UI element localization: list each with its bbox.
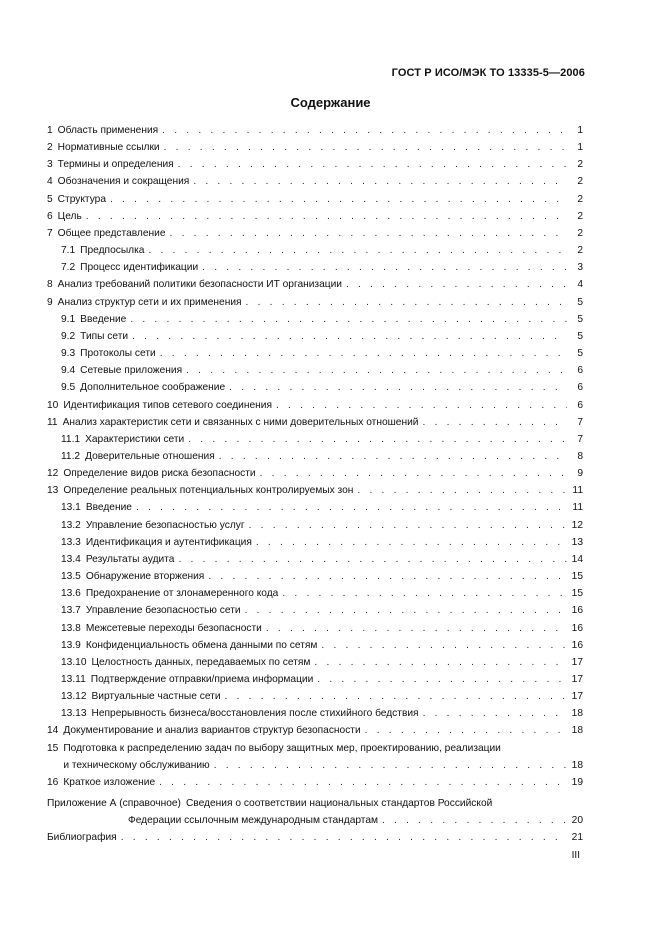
toc-appendix-continued[interactable] [47, 812, 583, 829]
toc-label: Определение реальных потенциальных контролируемых зон [63, 485, 354, 497]
toc-subentry[interactable] [47, 568, 583, 585]
toc-label: Идентификация типов сетевого соединения [63, 399, 272, 411]
leader-dots [317, 671, 567, 688]
toc-page: 9 [577, 468, 583, 480]
toc-number: 13.3 [61, 536, 81, 548]
toc-entry[interactable] [47, 225, 583, 242]
toc-label: Предохранение от злонамеренного кода [85, 588, 279, 600]
toc-subentry[interactable] [47, 499, 583, 516]
leader-dots [132, 328, 567, 345]
toc-appendix[interactable] [47, 795, 583, 812]
toc-label: Типы сети [80, 330, 129, 342]
toc-page: 16 [571, 605, 583, 617]
toc-label: Протоколы сети [80, 348, 156, 360]
toc-subentry[interactable] [47, 705, 583, 722]
toc-number: 9.1 [61, 313, 76, 325]
toc-number: 5 [47, 193, 53, 205]
toc-page: 2 [577, 193, 583, 205]
toc-number: 7.1 [61, 245, 76, 257]
toc-subentry[interactable] [47, 551, 583, 568]
toc-number: 2 [47, 142, 53, 154]
toc-number: 4 [47, 176, 53, 188]
leader-dots [256, 534, 567, 551]
toc-page: 17 [571, 691, 583, 703]
leader-dots [148, 242, 567, 259]
leader-dots [202, 259, 567, 276]
toc-number: 13.9 [61, 639, 81, 651]
toc-page: 4 [577, 279, 583, 291]
toc-page: 1 [577, 142, 583, 154]
toc-subentry[interactable] [47, 311, 583, 328]
toc-entry[interactable] [47, 208, 583, 225]
toc-subentry[interactable] [47, 259, 583, 276]
leader-dots [266, 620, 567, 637]
toc-label: Документирование и анализ вариантов структур безопасности [63, 725, 361, 737]
leader-dots [159, 774, 567, 791]
toc-page: 18 [571, 725, 583, 737]
leader-dots [86, 208, 567, 225]
toc-page: 15 [571, 588, 583, 600]
leader-dots [160, 345, 567, 362]
leader-dots [245, 602, 567, 619]
toc-label: Дополнительное соображение [80, 382, 226, 394]
toc-label: Подтверждение отправки/приема информации [90, 674, 314, 685]
toc-label: Межсетевые переходы безопасности [85, 622, 262, 634]
toc-subentry[interactable] [47, 602, 583, 619]
toc-page: 7 [577, 416, 583, 428]
toc-subentry[interactable] [47, 362, 583, 379]
toc-number: 8 [47, 279, 53, 291]
toc-label: Идентификация и аутентификация [85, 536, 252, 548]
toc-page: 6 [577, 382, 583, 394]
toc-page: 14 [571, 553, 583, 565]
toc-subentry[interactable] [47, 534, 583, 551]
toc-number: 11.2 [61, 450, 81, 462]
toc-subentry[interactable] [47, 585, 583, 602]
toc-number: 13.11 [61, 674, 86, 685]
leader-dots [357, 482, 567, 499]
toc-entry[interactable] [47, 122, 583, 139]
toc-page: 8 [577, 450, 583, 462]
toc-subentry[interactable] [47, 517, 583, 534]
toc-number: 13.8 [61, 622, 81, 634]
toc-number: 12 [47, 468, 59, 480]
toc-page: 3 [577, 262, 583, 274]
toc-label: Процесс идентификации [80, 262, 199, 274]
toc-number: 13.6 [61, 588, 81, 600]
toc-page: 2 [577, 227, 583, 239]
toc-label: Целостность данных, передаваемых по сетям [91, 656, 311, 668]
toc-number: 13.10 [61, 656, 87, 668]
page-number: III [571, 850, 580, 861]
toc-label: Обнаружение вторжения [85, 571, 205, 583]
toc-entry[interactable] [47, 740, 583, 774]
leader-dots [214, 757, 567, 774]
toc-label: Общее представление [57, 227, 166, 239]
toc-page: 11 [572, 485, 583, 497]
toc-entry[interactable] [47, 139, 583, 156]
toc-number: 13.13 [61, 708, 87, 720]
toc-label: Доверительные отношения [85, 450, 215, 462]
leader-dots [314, 654, 567, 671]
toc-page: 6 [577, 399, 583, 411]
toc-bibliography[interactable] [47, 829, 583, 846]
toc-number: 7.2 [61, 262, 76, 274]
toc-page: 2 [577, 210, 583, 222]
leader-dots [188, 431, 567, 448]
toc-page: 2 [577, 245, 583, 257]
leader-dots [186, 362, 567, 379]
toc-label: Анализ структур сети и их применения [57, 296, 242, 308]
toc-label: Введение [80, 313, 127, 325]
toc-number: 10 [47, 399, 59, 411]
leader-dots [346, 276, 567, 293]
leader-dots [178, 551, 567, 568]
toc-page: 17 [571, 656, 583, 668]
leader-dots [276, 397, 567, 414]
toc-entry[interactable] [47, 397, 583, 414]
toc-label: Термины и определения [57, 159, 174, 171]
toc-label: Определение видов риска безопасности [63, 468, 256, 480]
toc-label: Сетевые приложения [80, 365, 183, 377]
toc-page: 18 [571, 759, 583, 771]
toc-subentry[interactable] [47, 620, 583, 637]
toc-entry[interactable] [47, 156, 583, 173]
toc-label: Анализ требований политики безопасности ИТ организации [57, 279, 342, 291]
toc-label: Краткое изложение [63, 776, 156, 788]
toc-entry[interactable] [47, 294, 583, 311]
toc-label: Обозначения и сокращения [57, 176, 190, 188]
toc-entry[interactable] [47, 465, 583, 482]
toc-subentry[interactable] [47, 431, 583, 448]
toc-entry[interactable] [47, 191, 583, 208]
toc-label: Управление безопасностью сети [85, 605, 241, 617]
leader-dots [136, 499, 567, 516]
toc-entry[interactable] [47, 482, 583, 499]
toc-page: 2 [577, 159, 583, 171]
toc-page: 1 [577, 125, 583, 136]
toc-number: 13.7 [61, 605, 81, 617]
appendix-prefix: Приложение А (справочное) [47, 798, 181, 810]
toc-page: 12 [571, 519, 583, 531]
toc-label-continued: Федерации ссылочным международным стандартам [128, 815, 379, 827]
toc-label: Цель [57, 210, 82, 222]
leader-dots [130, 311, 567, 328]
toc-number: 9.3 [61, 348, 76, 360]
toc-label: Непрерывность бизнеса/восстановления после стихийного бедствия [91, 708, 419, 720]
toc-number: 9 [47, 296, 53, 308]
toc-number: 14 [47, 725, 59, 737]
toc-label: Анализ характеристик сети и связанных с ними доверительных отношений [62, 416, 419, 428]
toc-label: Результаты аудита [85, 553, 175, 565]
toc-number: 16 [47, 776, 59, 788]
toc-number: 1 [47, 125, 53, 136]
toc-page: 18 [571, 708, 583, 720]
toc-page: 5 [577, 348, 583, 360]
toc-subentry[interactable] [47, 688, 583, 705]
toc-number: 9.5 [61, 382, 76, 394]
leader-dots [365, 722, 567, 739]
toc-subentry[interactable] [47, 379, 583, 396]
leader-dots [193, 173, 567, 190]
toc-page: 13 [571, 536, 583, 548]
toc-number: 13.12 [61, 691, 87, 703]
leader-dots [422, 414, 567, 431]
leader-dots [121, 829, 567, 846]
toc-page: 20 [571, 815, 583, 827]
toc-number: 13.5 [61, 571, 81, 583]
toc-subentry[interactable] [47, 671, 583, 688]
table-of-contents [47, 122, 583, 847]
toc-number: 11.1 [61, 433, 81, 445]
toc-subentry[interactable] [47, 345, 583, 362]
toc-number: 3 [47, 159, 53, 171]
toc-page: 11 [572, 502, 583, 514]
toc-page: 19 [571, 776, 583, 788]
leader-dots [423, 705, 567, 722]
leader-dots [178, 156, 567, 173]
toc-page: 16 [571, 622, 583, 634]
toc-subentry[interactable] [47, 654, 583, 671]
toc-page: 15 [571, 571, 583, 583]
toc-number: 9.4 [61, 365, 76, 377]
toc-entry[interactable] [47, 414, 583, 431]
toc-label: Структура [57, 193, 107, 205]
toc-label: Управление безопасностью услуг [85, 519, 245, 531]
leader-dots [321, 637, 567, 654]
leader-dots [219, 448, 567, 465]
toc-number: 13.4 [61, 553, 81, 565]
leader-dots [260, 465, 567, 482]
leader-dots [229, 379, 567, 396]
toc-subentry[interactable] [47, 328, 583, 345]
toc-entry[interactable] [47, 276, 583, 293]
toc-number: 13.2 [61, 519, 81, 531]
toc-page: 6 [577, 365, 583, 377]
toc-number: 6 [47, 210, 53, 222]
toc-label: Нормативные ссылки [57, 142, 160, 154]
toc-number: 7 [47, 227, 53, 239]
toc-number: 11 [47, 416, 58, 428]
toc-label: Конфиденциальность обмена данными по сетям [85, 639, 318, 651]
toc-label: Область применения [57, 125, 159, 136]
toc-label: Введение [85, 502, 132, 514]
toc-label: Сведения о соответствии национальных стандартов Российской [185, 798, 493, 810]
leader-dots [282, 585, 567, 602]
toc-label: Подготовка к распределению задач по выбору защитных мер, проектированию, реализации [63, 742, 501, 754]
leader-dots [382, 812, 567, 829]
toc-page: 16 [571, 639, 583, 651]
toc-number: 9.2 [61, 330, 76, 342]
toc-page: 5 [577, 330, 583, 342]
toc-page: 21 [571, 832, 583, 844]
toc-label: Характеристики сети [85, 433, 185, 445]
leader-dots [208, 568, 567, 585]
leader-dots [162, 122, 567, 139]
leader-dots [110, 191, 567, 208]
toc-page: 5 [577, 313, 583, 325]
toc-page: 2 [577, 176, 583, 188]
toc-page: 17 [571, 674, 583, 685]
document-header: ГОСТ Р ИСО/МЭК ТО 13335-5—2006 [391, 67, 585, 79]
toc-label: Библиография [47, 832, 117, 844]
toc-number: 13 [47, 485, 59, 497]
toc-subentry[interactable] [47, 637, 583, 654]
toc-number: 13.1 [61, 502, 81, 514]
toc-page: 7 [577, 433, 583, 445]
toc-entry[interactable] [47, 774, 583, 791]
toc-label: Предпосылка [80, 245, 145, 257]
leader-dots [246, 294, 567, 311]
toc-label: Виртуальные частные сети [91, 691, 221, 703]
toc-subentry[interactable] [47, 242, 583, 259]
toc-subentry[interactable] [47, 448, 583, 465]
leader-dots [225, 688, 567, 705]
leader-dots [170, 225, 567, 242]
leader-dots [164, 139, 567, 156]
toc-number: 15 [47, 742, 59, 754]
page-title: Содержание [290, 95, 371, 110]
toc-entry[interactable] [47, 722, 583, 739]
toc-entry[interactable] [47, 173, 583, 190]
toc-label-continued: и техническому обслуживанию [63, 759, 210, 771]
leader-dots [249, 517, 567, 534]
toc-page: 5 [577, 296, 583, 308]
